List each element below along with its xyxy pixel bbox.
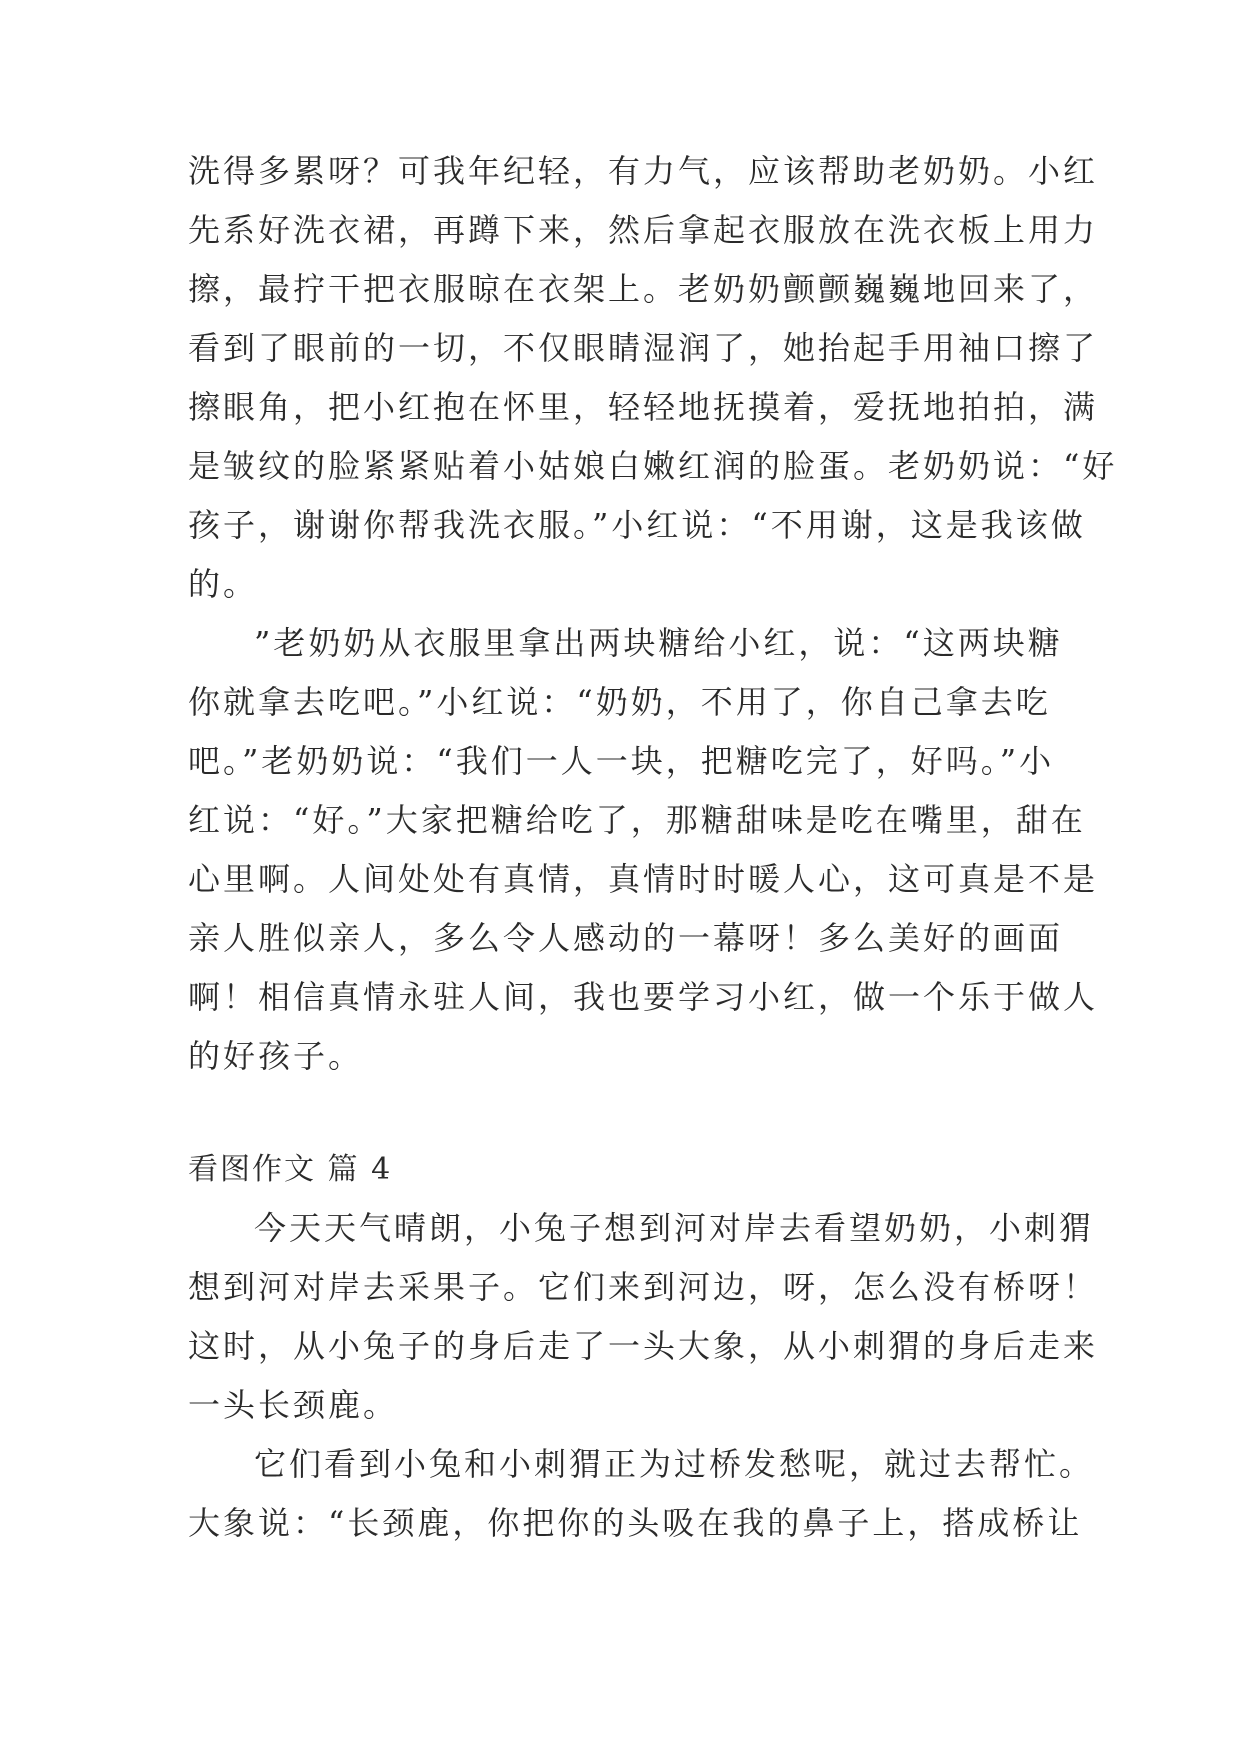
section-heading: 看图作文 篇 4: [188, 1152, 393, 1187]
text-line: 心里啊。人间处处有真情，真情时时暖人心，这可真是不是: [188, 860, 1099, 898]
text-line: 想到河对岸去采果子。它们来到河边，呀，怎么没有桥呀！: [188, 1268, 1099, 1306]
story-part-1: [188, 142, 1118, 1086]
text-line: 的好孩子。: [188, 1037, 364, 1075]
text-line: 擦，最拧干把衣服晾在衣架上。老奶奶颤颤巍巍地回来了，: [188, 270, 1099, 308]
text-line: 孩子，谢谢你帮我洗衣服。”小红说：“不用谢，这是我该做: [188, 506, 1086, 544]
text-line: 看到了眼前的一切，不仅眼睛湿润了，她抬起手用袖口擦了: [188, 329, 1099, 367]
story-part-2: [188, 1199, 1099, 1553]
text-line: 红说：“好。”大家把糖给吃了，那糖甜味是吃在嘴里，甜在: [188, 801, 1086, 839]
text-line: 这时，从小兔子的身后走了一头大象，从小刺猬的身后走来: [188, 1327, 1099, 1365]
text-line: 亲人胜似亲人，多么令人感动的一幕呀！多么美好的画面: [188, 919, 1064, 957]
text-line: 先系好洗衣裙，再蹲下来，然后拿起衣服放在洗衣板上用力: [188, 211, 1099, 249]
text-line: 吧。”老奶奶说：“我们一人一块，把糖吃完了，好吗。”小: [188, 742, 1055, 780]
text-line: 是皱纹的脸紧紧贴着小姑娘白嫩红润的脸蛋。老奶奶说：“好: [188, 447, 1118, 485]
text-line: 大象说：“长颈鹿，你把你的头吸在我的鼻子上，搭成桥让: [188, 1504, 1083, 1542]
text-line: 擦眼角，把小红抱在怀里，轻轻地抚摸着，爱抚地拍拍，满: [188, 388, 1099, 426]
text-line: 一头长颈鹿。: [188, 1386, 399, 1424]
paragraph-start-line: 今天天气晴朗，小兔子想到河对岸去看望奶奶，小刺猬: [254, 1209, 1095, 1247]
text-line: 洗得多累呀？可我年纪轻，有力气，应该帮助老奶奶。小红: [188, 152, 1099, 190]
text-line: 你就拿去吃吧。”小红说：“奶奶，不用了，你自己拿去吃: [188, 683, 1051, 721]
text-line: 啊！相信真情永驻人间，我也要学习小红，做一个乐于做人: [188, 978, 1099, 1016]
paragraph-start-line: ”老奶奶从衣服里拿出两块糖给小红，说：“这两块糖: [254, 624, 1063, 662]
text-line: 的。: [188, 565, 259, 603]
paragraph-start-line: 它们看到小兔和小刺猬正为过桥发愁呢，就过去帮忙。: [254, 1445, 1095, 1483]
